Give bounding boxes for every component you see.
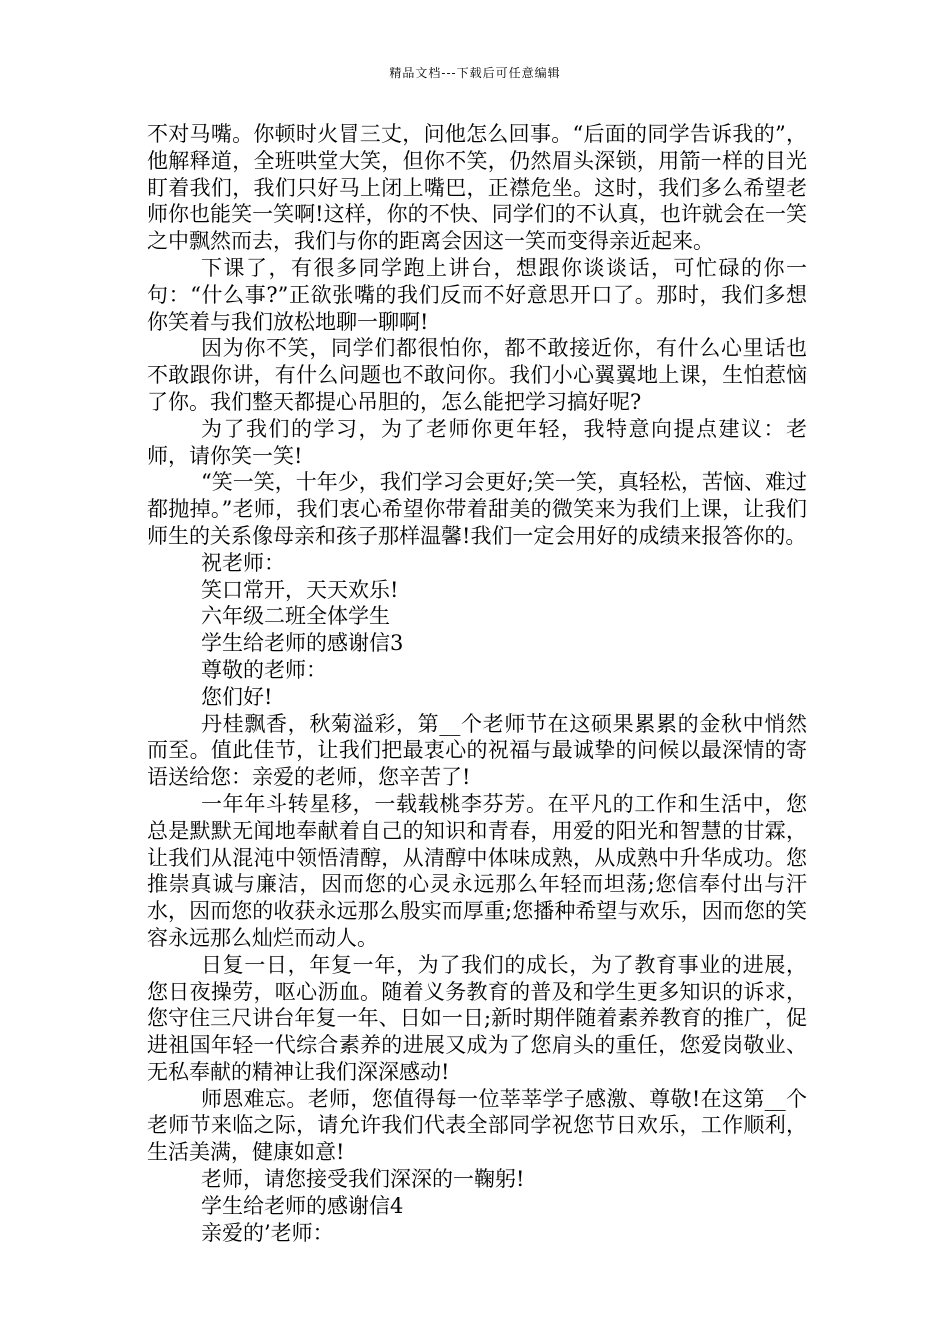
paragraph: 为了我们的学习，为了老师你更年轻，我特意向提点建议：老师，请你笑一笑!: [147, 416, 807, 468]
paragraph: 日复一日，年复一年，为了我们的成长，为了教育事业的进展，您日夜操劳，呕心沥血。随着义务教育的普及和学生更多知识的诉求，您守住三尺讲台年复一年、日如一日;新时期伴随着素养教育的推广，促进祖国年轻一代综合素养的进展又成为了您肩头的重任，您爱岗敬业、无私奉献的精神让我们深深感动!: [147, 952, 807, 1084]
paragraph: 因为你不笑，同学们都很怕你，都不敢接近你，有什么心里话也不敢跟你讲，有什么问题也不敢问你。我们小心翼翼地上课，生怕惹恼了你。我们整天都提心吊胆的，怎么能把学习搞好呢?: [147, 336, 807, 414]
paragraph: 师恩难忘。老师，您值得每一位莘莘学子感激、尊敬!在这第__个老师节来临之际，请允许我们代表全部同学祝您节日欢乐，工作顺利，生活美满，健康如意!: [147, 1086, 807, 1165]
paragraph: 一年年斗转星移，一载载桃李芬芳。在平凡的工作和生活中，您总是默默无闻地奉献着自己的知识和青春，用爱的阳光和智慧的甘霖，让我们从混沌中领悟清醇，从清醇中体味成熟，从成熟中升华成功。您推崇真诚与廉洁，因而您的心灵永远那么年轻而坦荡;您信奉付出与汗水，因而您的收获永远那么殷实而厚重;您播种希望与欢乐，因而您的笑容永远那么灿烂而动人。: [147, 791, 807, 950]
page-header: 精品文档---下载后可任意编辑: [389, 66, 561, 80]
paragraph: 不对马嘴。你顿时火冒三丈，问他怎么回事。“后面的同学告诉我的”，他解释道，全班哄堂大笑，但你不笑，仍然眉头深锁，用箭一样的目光盯着我们，我们只好马上闭上嘴巴，正襟危坐。这时，我们多么希望老师你也能笑一笑啊!这样，你的不快、同学们的不认真，也许就会在一笑之中飘然而去，我们与你的距离会因这一笑而变得亲近起来。: [147, 122, 807, 254]
greeting-line: 尊敬的老师：: [201, 657, 327, 682]
salutation-line: 祝老师：: [201, 550, 285, 575]
greeting-line: 亲爱的’老师：: [201, 1220, 334, 1245]
paragraph: “笑一笑，十年少，我们学习会更好;笑一笑，真轻松，苦恼、难过都抛掉。”老师，我们衷心希望你带着甜美的微笑来为我们上课，让我们师生的关系像母亲和孩子那样温馨!我们一定会用好的成绩来报答你的。: [147, 470, 807, 548]
greeting-line: 您们好!: [201, 684, 273, 709]
paragraph: 下课了，有很多同学跑上讲台，想跟你谈谈话，可忙碌的你一句：“什么事?”正欲张嘴的我们反而不好意思开口了。那时，我们多想你笑着与我们放松地聊一聊啊!: [147, 255, 807, 334]
document-body: [147, 121, 807, 1246]
section-title: 学生给老师的感谢信3: [201, 631, 404, 656]
paragraph: 丹桂飘香，秋菊溢彩，第__个老师节在这硕果累累的金秋中悄然而至。值此佳节，让我们把最衷心的祝福与最诚挚的问候以最深情的寄语送给您：亲爱的老师，您辛苦了!: [147, 711, 807, 790]
section-title: 学生给老师的感谢信4: [201, 1193, 404, 1218]
salutation-line: 笑口常开，天天欢乐!: [201, 577, 399, 602]
signature-line: 六年级二班全体学生: [201, 604, 390, 629]
paragraph: 老师，请您接受我们深深的一鞠躬!: [201, 1167, 525, 1192]
